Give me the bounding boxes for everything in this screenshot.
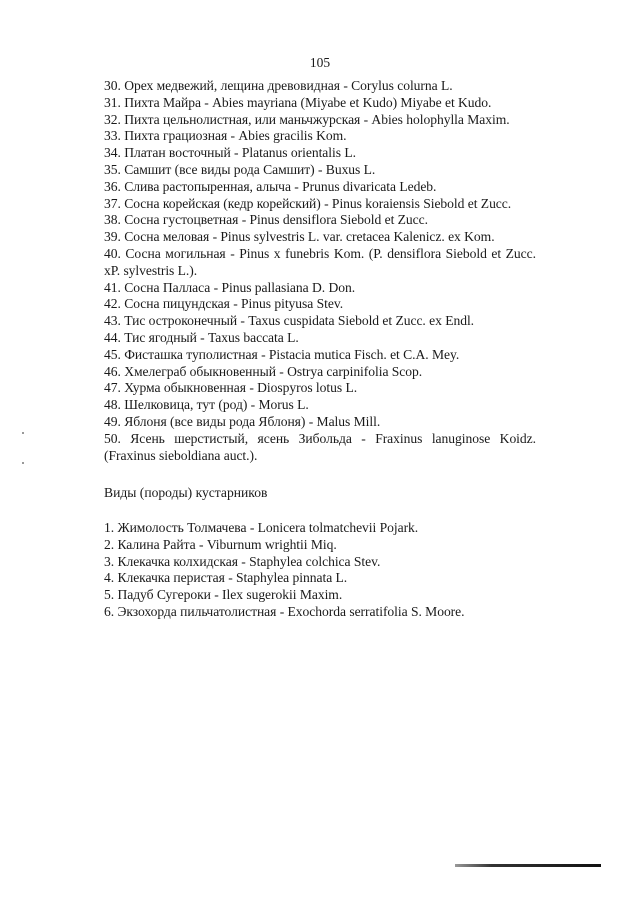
list-item: 4. Клекачка перистая - Staphylea pinnata L.: [104, 570, 348, 586]
list-item: 30. Орех медвежий, лещина древовидная - Corylus colurna L.: [104, 78, 453, 93]
list-item: 31. Пихта Майра - Abies mayriana (Miyabe et Kudo) Miyabe et Kudo.: [104, 94, 492, 110]
list-item: 47. Хурма обыкновенная - Diospyros lotus L.: [104, 380, 358, 396]
list-item: 6. Экзохорда пильчатолистная - Exochorda serratifolia S. Moore.: [104, 603, 465, 619]
list-item: 49. Яблоня (все виды рода Яблоня) - Malus Mill.: [104, 413, 381, 429]
page-number: 105: [309, 55, 331, 70]
list-item: 5. Падуб Сугероки - Ilex sugerokii Maxim.: [104, 587, 343, 603]
tree-species-list: [104, 78, 536, 464]
list-item: 34. Платан восточный - Platanus orientalis L.: [104, 145, 356, 161]
list-item: 50. Ясень шерстистый, ясень Зибольда - Fraxinus lanuginose Koidz. (Fraxinus sieboldiana auct.).: [104, 430, 536, 463]
list-item: 33. Пихта грациозная - Abies gracilis Kom.: [104, 128, 347, 144]
list-item: 2. Калина Райта - Viburnum wrightii Miq.: [104, 536, 337, 552]
list-item: 3. Клекачка колхидская - Staphylea colchica Stev.: [104, 553, 381, 569]
list-item: 44. Тис ягодный - Taxus baccata L.: [104, 329, 299, 345]
footer-rule: [455, 864, 601, 867]
scan-speck: [22, 432, 24, 434]
list-item: 48. Шелковица, тут (род) - Morus L.: [104, 397, 309, 413]
section-heading-shrubs: Виды (породы) кустарников: [104, 485, 268, 500]
list-item: 38. Сосна густоцветная - Pinus densiflora Siebold et Zucc.: [104, 212, 428, 228]
list-item: 39. Сосна меловая - Pinus sylvestris L. var. cretacea Kalenicz. ex Kom.: [104, 229, 495, 245]
list-item: 32. Пихта цельнолистная, или маньчжурская - Abies holophylla Maxim.: [104, 111, 510, 127]
list-item: 42. Сосна пицундская - Pinus pityusa Stev.: [104, 296, 344, 312]
list-item: 36. Слива растопыренная, алыча - Prunus divaricata Ledeb.: [104, 178, 437, 194]
list-item: 43. Тис остроконечный - Taxus cuspidata Siebold et Zucc. ex Endl.: [104, 313, 475, 329]
list-item: 37. Сосна корейская (кедр корейский) - Pinus koraiensis Siebold et Zucc.: [104, 195, 512, 211]
list-item: 45. Фисташка туполистная - Pistacia mutica Fisch. et C.A. Mey.: [104, 346, 460, 362]
shrub-species-list: [104, 520, 536, 621]
list-item: 46. Хмелеграб обыкновенный - Ostrya carpinifolia Scop.: [104, 363, 423, 379]
scan-speck: [22, 462, 24, 464]
list-item: 1. Жимолость Толмачева - Lonicera tolmatchevii Pojark.: [104, 520, 419, 535]
list-item: 35. Самшит (все виды рода Самшит) - Buxus L.: [104, 161, 376, 177]
list-item: 41. Сосна Палласа - Pinus pallasiana D. Don.: [104, 279, 356, 295]
list-item: 40. Сосна могильная - Pinus x funebris Kom. (P. densiflora Siebold et Zucc. xP. sylvestris L.).: [104, 245, 536, 278]
